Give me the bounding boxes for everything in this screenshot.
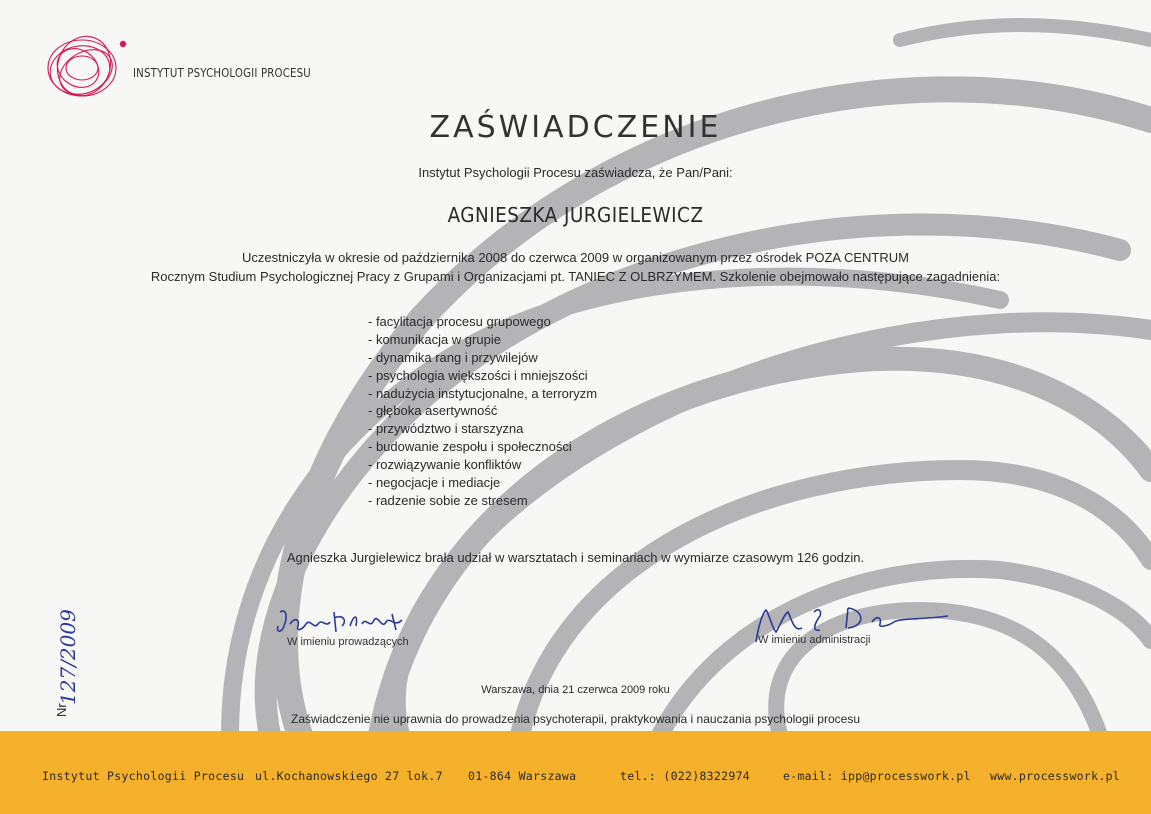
- footer-website: www.processwork.pl: [990, 769, 1121, 783]
- serial-prefix: Nr: [54, 703, 69, 717]
- footer-org: Instytut Psychologii Procesu: [42, 769, 245, 783]
- place-date: Warszawa, dnia 21 czerwca 2009 roku: [481, 684, 670, 696]
- list-item: - budowanie zespołu i społeczności: [368, 439, 572, 455]
- footer-city: 01-864 Warszawa: [468, 769, 577, 783]
- list-item: - dynamika rang i przywilejów: [368, 349, 538, 365]
- list-item: - facylitacja procesu grupowego: [368, 314, 551, 329]
- footer-phone: tel.: (022)8322974: [620, 769, 751, 783]
- scribble-circle-logo-icon: [42, 28, 132, 103]
- hours-statement: Agnieszka Jurgielewicz brała udział w warsztatach i seminariach w wymiarze czasowym 126 godzin.: [286, 550, 865, 565]
- list-item: - przywództwo i starszyzna: [368, 421, 524, 437]
- recipient-name: AGNIESZKA JURGIELEWICZ: [447, 203, 704, 227]
- right-signature-label: W imieniu administracji: [758, 634, 871, 646]
- serial-number-handwritten: 127/2009: [56, 609, 80, 705]
- list-item: - psychologia większości i mniejszości: [368, 367, 588, 383]
- list-item: - radzenie sobie ze stresem: [368, 492, 528, 508]
- list-item: - rozwiązywanie konfliktów: [368, 457, 522, 473]
- certificate-title: ZAŚWIADCZENIE: [429, 110, 722, 145]
- footer-address: ul.Kochanowskiego 27 lok.7: [255, 769, 443, 783]
- left-signature-label: W imieniu prowadzących: [287, 636, 409, 648]
- list-item: - nadużycia instytucjonalne, a terroryzm: [368, 385, 598, 401]
- body-text-line-2: Rocznym Studium Psychologicznej Pracy z Grupami i Organizacjami pt. TANIEC Z OLBRZYMEM. Szkolenie obejmowało następujące zagadnienia:: [150, 269, 1001, 284]
- list-item: - komunikacja w grupie: [368, 331, 501, 347]
- institute-name-header: INSTYTUT PSYCHOLOGII PROCESU: [133, 66, 311, 80]
- left-signature-icon: [272, 604, 422, 640]
- footer-email: e-mail: ipp@processwork.pl: [783, 769, 971, 783]
- topics-list: [368, 313, 597, 510]
- list-item: - negocjacje i mediacje: [368, 475, 501, 491]
- body-text-line-1: Uczestniczyła w okresie od października 2008 do czerwca 2009 w organizowanym przez ośrodek POZA CENTRUM: [242, 250, 909, 265]
- disclaimer-text: Zaświadczenie nie uprawnia do prowadzenia psychoterapii, praktykowania i nauczania psychologii procesu: [291, 712, 860, 726]
- certificate-intro: Instytut Psychologii Procesu zaświadcza, że Pan/Pani:: [418, 165, 733, 180]
- list-item: - głęboka asertywność: [368, 403, 498, 419]
